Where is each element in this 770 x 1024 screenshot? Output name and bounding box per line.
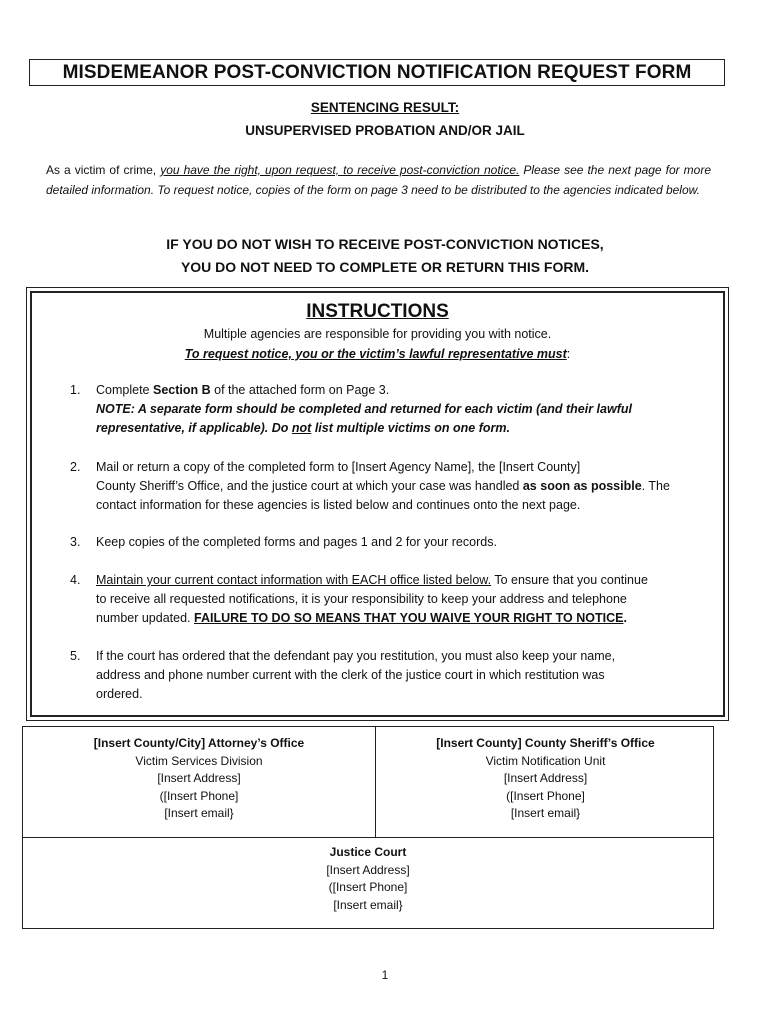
attorney-office-cell bbox=[23, 735, 375, 823]
attorney-office-division: Victim Services Division bbox=[135, 753, 263, 768]
step-1-note-2b: list multiple victims on one form. bbox=[311, 421, 510, 435]
attorney-office-phone: ([Insert Phone] bbox=[159, 788, 239, 803]
step-4-waiver-warning: FAILURE TO DO SO MEANS THAT YOU WAIVE YOUR RIGHT TO NOTICE bbox=[194, 611, 624, 625]
step-2-line-2b: . The bbox=[641, 479, 670, 493]
intro-right-statement: you have the right, upon request, to receive post-conviction notice. bbox=[160, 163, 520, 177]
warning-line-1: IF YOU DO NOT WISH TO RECEIVE POST-CONVICTION NOTICES, bbox=[166, 236, 604, 252]
step-number: 1. bbox=[70, 383, 81, 397]
step-1-section-b: Section B bbox=[152, 383, 211, 397]
instructions-line-2-end: : bbox=[566, 347, 571, 361]
contact-table bbox=[22, 726, 714, 929]
step-3-line-1: Keep copies of the completed forms and pages 1 and 2 for your records. bbox=[96, 535, 497, 549]
step-5-line-2: address and phone number current with the clerk of the justice court in which restitution was bbox=[96, 668, 605, 682]
step-number: 3. bbox=[70, 535, 81, 549]
step-2-line-1: Mail or return a copy of the completed form to [Insert Agency Name], the [Insert County] bbox=[96, 460, 581, 474]
step-1-note-not: not bbox=[291, 421, 312, 435]
step-number: 4. bbox=[70, 573, 81, 587]
step-4-line-3a: number updated. bbox=[96, 611, 194, 625]
instructions-box bbox=[26, 287, 729, 721]
intro-part2: Please see the next page for more detailed information. To request notice, copies of the form on page 3 need to be distributed to the agencies indicated below. bbox=[46, 163, 712, 197]
justice-court-email: [Insert email} bbox=[333, 897, 403, 912]
justice-court-address: [Insert Address] bbox=[326, 862, 410, 877]
step-1-text-c: of the attached form on Page 3. bbox=[210, 383, 390, 397]
step-2-line-2a: County Sheriff’s Office, and the justice court at which your case was handled bbox=[96, 479, 523, 493]
instructions-inner-border bbox=[30, 291, 725, 717]
step-4-line-1b: To ensure that you continue bbox=[491, 573, 648, 587]
instructions-line-2-underlined: To request notice, you or the victim’s lawful representative must bbox=[184, 347, 567, 361]
step-4-line-3c: . bbox=[623, 611, 627, 625]
step-4-line-2: to receive all requested notifications, it is your responsibility to keep your address and telephone bbox=[96, 592, 627, 606]
sheriff-office-phone: ([Insert Phone] bbox=[506, 788, 585, 803]
sheriff-office-cell bbox=[376, 735, 715, 823]
step-5-line-3: ordered. bbox=[96, 687, 143, 701]
sheriff-office-division: Victim Notification Unit bbox=[485, 753, 606, 768]
attorney-office-email: [Insert email} bbox=[164, 806, 234, 820]
step-1-note-2a: representative, if applicable). Do bbox=[96, 421, 292, 435]
sentencing-result: UNSUPERVISED PROBATION AND/OR JAIL bbox=[245, 123, 525, 138]
instructions-line-2 bbox=[32, 347, 723, 361]
attorney-office-heading: [Insert County/City] Attorney’s Office bbox=[93, 736, 305, 750]
justice-court-cell bbox=[23, 844, 713, 914]
form-title-text: MISDEMEANOR POST-CONVICTION NOTIFICATION REQUEST FORM bbox=[62, 61, 692, 83]
step-4-maintain-contact: Maintain your current contact information with EACH office listed below. bbox=[96, 573, 492, 587]
form-title bbox=[29, 59, 725, 86]
step-number: 5. bbox=[70, 649, 81, 663]
warning-line-2: YOU DO NOT NEED TO COMPLETE OR RETURN THIS FORM. bbox=[180, 259, 590, 275]
step-5-line-1: If the court has ordered that the defendant pay you restitution, you must also keep your name, bbox=[96, 649, 616, 663]
instructions-line-1: Multiple agencies are responsible for providing you with notice. bbox=[203, 327, 552, 341]
step-2-line-3: contact information for these agencies is listed below and continues onto the next page. bbox=[96, 498, 581, 512]
page-number: 1 bbox=[381, 968, 389, 982]
sheriff-office-heading: [Insert County] County Sheriff’s Office bbox=[436, 736, 655, 750]
step-1-text-a: Complete bbox=[96, 383, 153, 397]
sentencing-label: SENTENCING RESULT: bbox=[310, 100, 460, 115]
instructions-title: INSTRUCTIONS bbox=[306, 301, 449, 322]
justice-court-heading: Justice Court bbox=[329, 845, 407, 859]
sheriff-office-address: [Insert Address] bbox=[503, 771, 588, 785]
justice-court-phone: ([Insert Phone] bbox=[328, 880, 408, 894]
sheriff-office-email: [Insert email} bbox=[510, 806, 581, 820]
step-1-note-1: NOTE: A separate form should be completed and returned for each victim (and their lawful bbox=[96, 402, 632, 416]
intro-part1: As a victim of crime, bbox=[46, 163, 161, 177]
intro-paragraph bbox=[46, 161, 711, 200]
attorney-office-address: [Insert Address] bbox=[157, 771, 241, 785]
step-number: 2. bbox=[70, 460, 81, 474]
table-divider-horizontal bbox=[23, 837, 713, 838]
step-2-asap: as soon as possible bbox=[522, 479, 642, 493]
